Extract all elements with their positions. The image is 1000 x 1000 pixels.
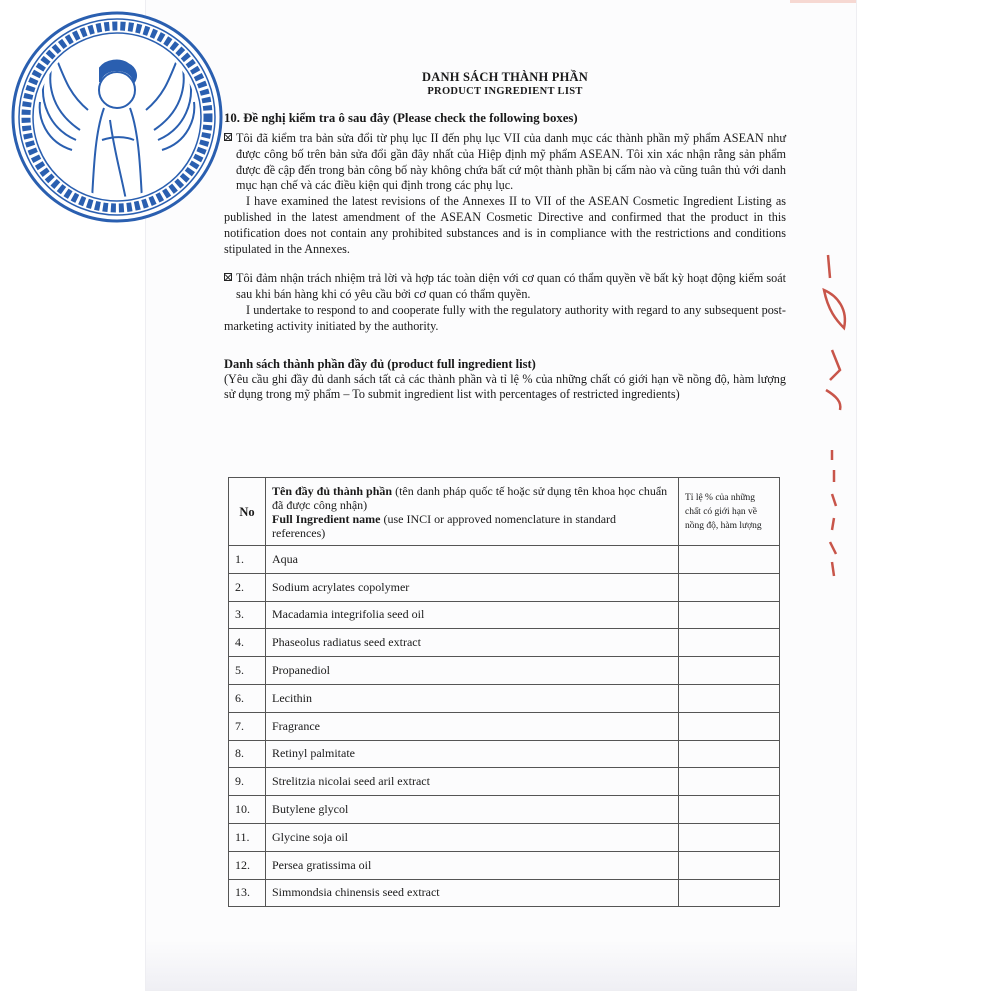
column-header-percentage: Tỉ lệ % của những chất có giới hạn về nồng độ, hàm lượng [679,478,780,546]
cell-no: 11. [229,823,266,851]
cell-name: Glycine soja oil [266,823,679,851]
table-row [229,629,780,657]
table-row [229,573,780,601]
table-row [229,768,780,796]
angel-logo-icon [10,10,224,224]
ingredient-table [228,477,780,907]
column-header-name-vi: (tên danh pháp quốc tế hoặc sử dụng tên khoa học chuẩn đã được công nhận) [272,483,668,512]
cell-pct [679,796,780,824]
cell-pct [679,657,780,685]
table-row [229,684,780,712]
table-row [229,740,780,768]
document-title [224,70,786,97]
cell-no: 4. [229,629,266,657]
cell-no: 13. [229,879,266,907]
table-row [229,657,780,685]
cell-name: Aqua [266,546,679,574]
cell-no: 6. [229,684,266,712]
document-body [224,70,786,403]
cell-no: 2. [229,573,266,601]
cell-pct [679,712,780,740]
title-vietnamese: DANH SÁCH THÀNH PHẦN [422,70,588,84]
cell-name: Retinyl palmitate [266,740,679,768]
table-header-row [229,478,780,546]
cell-name: Simmondsia chinensis seed extract [266,879,679,907]
checked-box-icon[interactable] [224,133,232,141]
cell-pct [679,546,780,574]
full-list-heading: Danh sách thành phần đầy đủ (product full ingredient list) [224,356,536,371]
cell-name: Fragrance [266,712,679,740]
red-seal-stamp-icon [818,250,866,590]
page-shadow [146,940,856,990]
table-row [229,712,780,740]
cell-no: 9. [229,768,266,796]
page-edge-tint [790,0,856,3]
cell-no: 12. [229,851,266,879]
cell-no: 3. [229,601,266,629]
title-english: PRODUCT INGREDIENT LIST [427,86,583,97]
cell-pct [679,573,780,601]
cell-pct [679,740,780,768]
checked-box-icon[interactable] [224,273,232,281]
cell-no: 7. [229,712,266,740]
table-row [229,546,780,574]
column-header-name-en-bold: Full Ingredient name [272,511,381,526]
cell-no: 10. [229,796,266,824]
declaration-2 [224,271,786,334]
declaration-1-vi: Tôi đã kiểm tra bản sửa đổi từ phụ lục II đến phụ lục VII của danh mục các thành phần mỹ phẩm ASEAN như được công bố trên bản sửa đổi gần đây nhất của Hiệp định mỹ phẩm ASEAN. Tôi xin xác nhận rằng sản phẩm được đề cập đến trong bản công bố này không chứa bất cứ một thành phần bị cấm nào và cũng tuân thủ với danh mục hạn chế và các điều kiện qui định trong các phụ lục. [236,131,786,193]
table-row [229,823,780,851]
table-row [229,879,780,907]
cell-name: Strelitzia nicolai seed aril extract [266,768,679,796]
column-header-name-vi-bold: Tên đầy đủ thành phần [272,483,393,498]
table-row [229,796,780,824]
declaration-1 [224,131,786,257]
section-heading: 10. Đề nghị kiểm tra ô sau đây (Please check the following boxes) [224,111,578,125]
cell-name: Phaseolus radiatus seed extract [266,629,679,657]
table-row [229,851,780,879]
cell-no: 8. [229,740,266,768]
column-header-no: No [229,478,266,546]
cell-no: 1. [229,546,266,574]
declaration-2-en: I undertake to respond to and cooperate fully with the regulatory authority with regard to any subsequent post-marketing activity initiated by the authority. [224,302,786,333]
cell-pct [679,629,780,657]
cell-name: Butylene glycol [266,796,679,824]
cell-pct [679,879,780,907]
cell-name: Persea gratissima oil [266,851,679,879]
cell-pct [679,768,780,796]
cell-pct [679,684,780,712]
cell-pct [679,601,780,629]
full-list-note: (Yêu cầu ghi đầy đủ danh sách tất cả các thành phần và tỉ lệ % của những chất có giới hạn về nồng độ, hàm lượng sử dụng trong mỹ phẩm – To submit ingredient list with percentages of restricted ingredients) [224,371,786,402]
declaration-1-en: I have examined the latest revisions of the Annexes II to VII of the ASEAN Cosmetic Ingredient Listing as published in the latest amendment of the ASEAN Cosmetic Directive and confirmed that the product in this notification does not contain any prohibited substances and is in compliance with the restrictions and conditions stipulated in the Annexes. [224,194,786,256]
declaration-2-vi: Tôi đảm nhận trách nhiệm trả lời và hợp tác toàn diện với cơ quan có thẩm quyền về bất kỳ hoạt động kiểm soát sau khi bán hàng khi có yêu cầu bởi cơ quan có thẩm quyền. [236,271,786,302]
column-header-name-en: (use INCI or approved nomenclature in standard references) [272,511,617,540]
cell-no: 5. [229,657,266,685]
cell-name: Macadamia integrifolia seed oil [266,601,679,629]
column-header-name [266,478,679,546]
cell-pct [679,823,780,851]
cell-name: Propanediol [266,657,679,685]
cell-pct [679,851,780,879]
table-row [229,601,780,629]
cell-name: Sodium acrylates copolymer [266,573,679,601]
cell-name: Lecithin [266,684,679,712]
